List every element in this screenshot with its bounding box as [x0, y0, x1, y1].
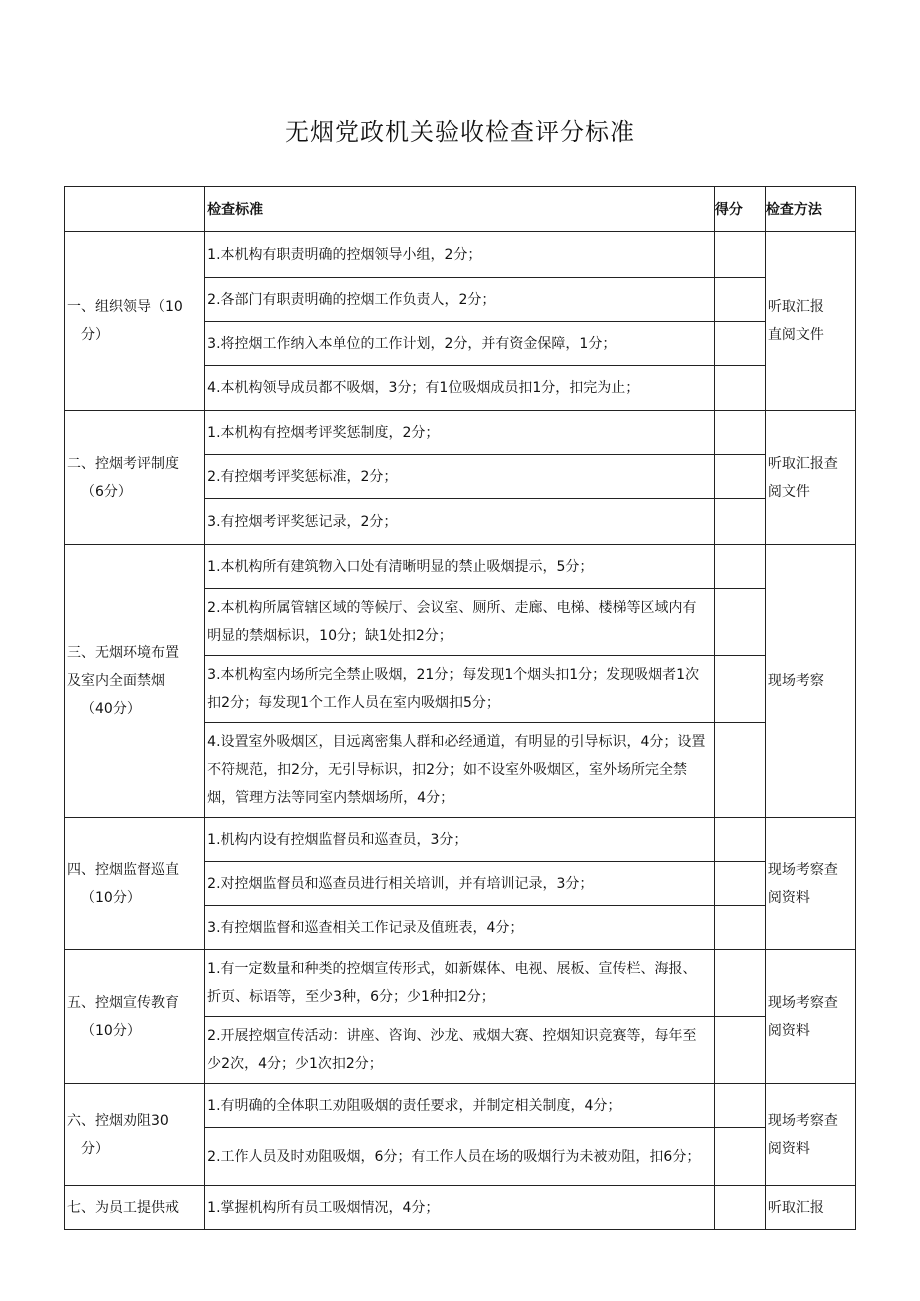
- method-line: 听取汇报: [767, 1199, 824, 1216]
- method-line: 现场考察查: [767, 994, 838, 1011]
- category-line: 二、控烟考评制度: [67, 455, 179, 472]
- score-cell[interactable]: [714, 411, 765, 455]
- table-row: [65, 545, 856, 589]
- criterion-cell: 4.设置室外吸烟区，目远离密集人群和必经通道，有明显的引导标识，4分；设置不符规范，扣2分，无引导标识，扣2分；如不设室外吸烟区，室外场所完全禁烟，管理方法等同室内禁烟场所，4分；: [205, 723, 715, 818]
- criterion-cell: 2.本机构所属管辖区域的等候厅、会议室、厕所、走廊、电梯、楼梯等区域内有明显的禁烟标识，10分；缺1处扣2分；: [205, 589, 715, 656]
- scoring-table: [64, 186, 856, 1230]
- criterion-cell: 1.本机构所有建筑物入口处有清晰明显的禁止吸烟提示，5分；: [205, 545, 715, 589]
- criterion-cell: 2.各部门有职责明确的控烟工作负责人，2分；: [205, 278, 715, 322]
- method-cell: [765, 1084, 855, 1186]
- section-category: [65, 232, 205, 411]
- method-line: 听取汇报查: [767, 455, 838, 472]
- method-cell: [765, 1186, 855, 1230]
- section-category: [65, 818, 205, 950]
- method-line: 听取汇报: [767, 299, 824, 315]
- table-row: [65, 411, 856, 455]
- score-cell[interactable]: [714, 366, 765, 411]
- criterion-cell: 2.有控烟考评奖惩标准，2分；: [205, 455, 715, 499]
- score-cell[interactable]: [714, 1084, 765, 1128]
- score-cell[interactable]: [714, 278, 765, 322]
- score-cell[interactable]: [714, 656, 765, 723]
- header-category: [65, 187, 205, 232]
- category-line: 六、控烟劝阻30: [67, 1112, 169, 1129]
- score-cell[interactable]: [714, 818, 765, 862]
- table-row: [65, 232, 856, 278]
- criterion-cell: 2.对控烟监督员和巡查员进行相关培训，并有培训记录，3分；: [205, 862, 715, 906]
- category-line: 分）: [81, 1140, 109, 1157]
- method-line: 直阅文件: [767, 327, 824, 343]
- method-line: 阅文件: [767, 483, 810, 500]
- criterion-cell: 1.机构内设有控烟监督员和巡查员，3分；: [205, 818, 715, 862]
- header-score: 得分: [714, 187, 765, 232]
- criterion-cell: 1.本机构有控烟考评奖惩制度，2分；: [205, 411, 715, 455]
- criterion-cell: 1.有一定数量和种类的控烟宣传形式，如新媒体、电视、展板、宣传栏、海报、折页、标语等，至少3种，6分；少1种扣2分；: [205, 950, 715, 1017]
- method-line: 阅资料: [767, 1140, 810, 1157]
- category-line: 三、无烟环境布置: [67, 645, 179, 661]
- method-line: 现场考察: [767, 673, 824, 689]
- method-cell: [765, 950, 855, 1084]
- category-line: 及室内全面禁烟: [67, 673, 165, 689]
- category-line: 分）: [81, 327, 109, 343]
- score-cell[interactable]: [714, 455, 765, 499]
- criterion-cell: 3.有控烟监督和巡查相关工作记录及值班表，4分；: [205, 906, 715, 950]
- criterion-cell: 2.工作人员及时劝阻吸烟，6分；有工作人员在场的吸烟行为未被劝阻，扣6分；: [205, 1128, 715, 1186]
- criterion-cell: 2.开展控烟宣传活动：讲座、咨询、沙龙、戒烟大赛、控烟知识竞赛等，每年至少2次，4分；少1次扣2分；: [205, 1017, 715, 1084]
- method-line: 阅资料: [767, 889, 810, 906]
- score-cell[interactable]: [714, 499, 765, 545]
- method-line: 现场考察查: [767, 861, 838, 878]
- category-line: （10分）: [81, 889, 141, 906]
- category-line: 七、为员工提供戒: [67, 1199, 179, 1216]
- method-cell: [765, 411, 855, 545]
- header-standard: 检查标准: [205, 187, 715, 232]
- section-category: [65, 1084, 205, 1186]
- method-line: 阅资料: [767, 1022, 810, 1039]
- score-cell[interactable]: [714, 723, 765, 818]
- score-cell[interactable]: [714, 232, 765, 278]
- method-cell: [765, 545, 855, 818]
- table-row: [65, 1084, 856, 1128]
- table-row: [65, 1186, 856, 1230]
- method-cell: [765, 818, 855, 950]
- score-cell[interactable]: [714, 545, 765, 589]
- table-header-row: [65, 187, 856, 232]
- criterion-cell: 4.本机构领导成员都不吸烟，3分；有1位吸烟成员扣1分，扣完为止；: [205, 366, 715, 411]
- page-title: 无烟党政机关验收检查评分标准: [285, 118, 635, 146]
- score-cell[interactable]: [714, 862, 765, 906]
- method-cell: [765, 232, 855, 411]
- category-line: 一、组织领导（10: [67, 299, 183, 315]
- criterion-cell: 3.本机构室内场所完全禁止吸烟，21分；每发现1个烟头扣1分；发现吸烟者1次扣2分；每发现1个工作人员在室内吸烟扣5分；: [205, 656, 715, 723]
- score-cell[interactable]: [714, 322, 765, 366]
- category-line: （10分）: [81, 1022, 141, 1039]
- section-category: [65, 950, 205, 1084]
- category-line: 五、控烟宣传教育: [67, 994, 179, 1011]
- category-line: （6分）: [81, 483, 132, 500]
- criterion-cell: 1.有明确的全体职工劝阻吸烟的责任要求，并制定相关制度，4分；: [205, 1084, 715, 1128]
- criterion-cell: 1.本机构有职责明确的控烟领导小组，2分；: [205, 232, 715, 278]
- section-category: [65, 545, 205, 818]
- category-line: （40分）: [81, 701, 141, 717]
- score-cell[interactable]: [714, 906, 765, 950]
- criterion-cell: 3.将控烟工作纳入本单位的工作计划，2分，并有资金保障，1分；: [205, 322, 715, 366]
- score-cell[interactable]: [714, 950, 765, 1017]
- category-line: 四、控烟监督巡直: [67, 861, 179, 878]
- score-cell[interactable]: [714, 589, 765, 656]
- criterion-cell: 3.有控烟考评奖惩记录，2分；: [205, 499, 715, 545]
- table-row: [65, 818, 856, 862]
- score-cell[interactable]: [714, 1017, 765, 1084]
- criterion-cell: 1.掌握机构所有员工吸烟情况，4分；: [205, 1186, 715, 1230]
- score-cell[interactable]: [714, 1128, 765, 1186]
- score-cell[interactable]: [714, 1186, 765, 1230]
- table-row: [65, 950, 856, 1017]
- section-category: [65, 411, 205, 545]
- section-category: [65, 1186, 205, 1230]
- header-method: 检查方法: [765, 187, 855, 232]
- method-line: 现场考察查: [767, 1112, 838, 1129]
